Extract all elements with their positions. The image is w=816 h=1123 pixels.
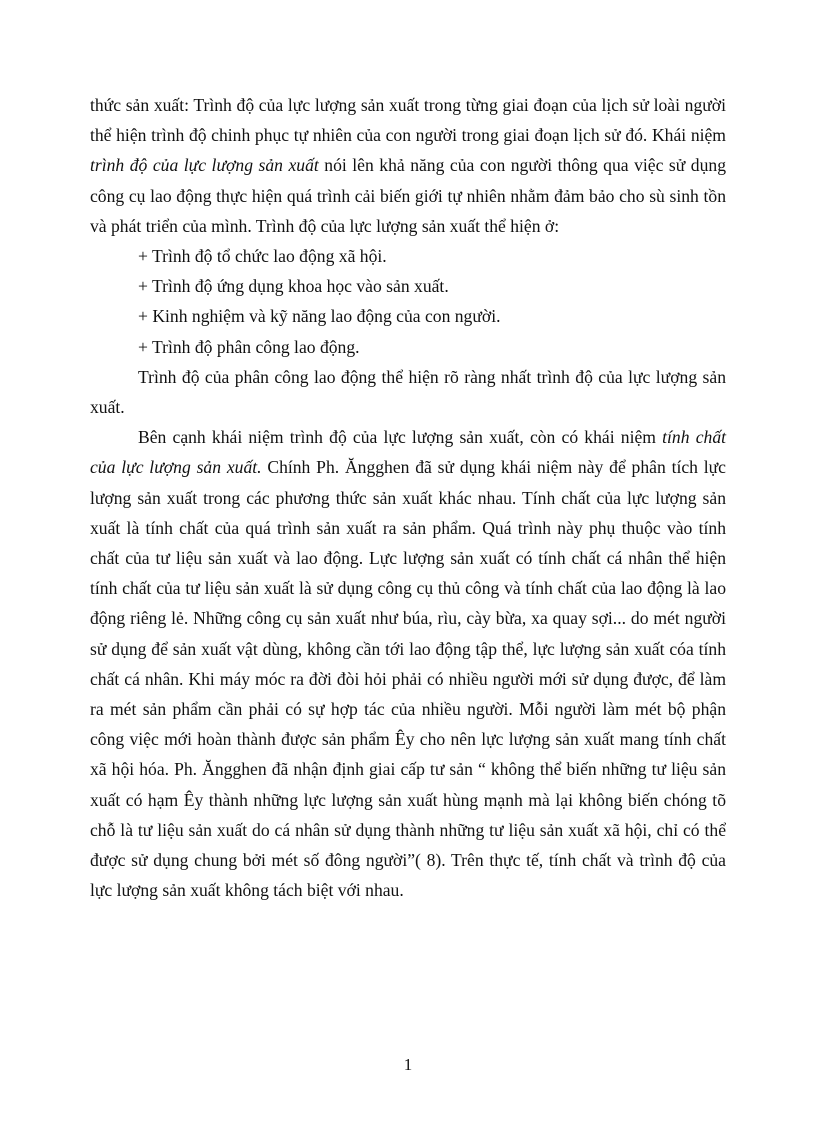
paragraph-3 [90, 422, 726, 905]
paragraph-3-text-a: Bên cạnh khái niệm trình độ của lực lượng sản xuất, còn có khái niệm [138, 427, 663, 448]
bullet-item: + Kinh nghiệm và kỹ năng lao động của con người. [138, 306, 501, 327]
bullet-item: + Trình độ phân công lao động. [138, 336, 360, 357]
paragraph-3-italic-term: tính chất của lực lượng sản xuất. [90, 427, 726, 478]
bullet-item: + Trình độ tổ chức lao động xã hội. [138, 246, 387, 267]
paragraph-1 [90, 90, 726, 241]
paragraph-2: Trình độ của phân công lao động thể hiện rõ ràng nhất trình độ của lực lượng sản xuất. [90, 366, 726, 418]
paragraph-1-italic-term: trình độ của lực lượng sản xuất [90, 155, 319, 176]
bullet-item: + Trình độ ứng dụng khoa học vào sản xuất. [138, 276, 449, 297]
paragraph-1-text-a: thức sản xuất: Trình độ của lực lượng sản xuất trong từng giai đoạn của lịch sử loài người thể hiện trình độ chinh phục tự nhiên của con người trong giai đoạn lịch sử đó. Khái niệm [90, 95, 726, 146]
page-number: 1 [403, 1055, 413, 1074]
document-body [90, 90, 726, 905]
paragraph-3-text-b: Chính Ph. Ăngghen đã sử dụng khái niệm này để phân tích lực lượng sản xuất trong các phương thức sản xuất khác nhau. Tính chất của lực lượng sản xuất là tính chất của quá trình sản xuất ra sản phẩm. Quá trình này phụ thuộc vào tính chất của tư liệu sản xuất và lao động. Lực lượng sản xuất có tính chất cá nhân thể hiện tính chất của tư liệu sản xuất là sử dụng công cụ thủ công và tính chất của lao động là lao động riêng lẻ. Những công cụ sản xuất như búa, rìu, cày bừa, xa quay sợi... do mét người sử dụng để sản xuất vật dùng, không cần tới lao động tập thể, lực lượng sản xuất cóa tính chất cá nhân. Khi máy móc ra đời đòi hỏi phải có nhiều người mới sử dụng được, để làm ra mét sản phẩm cần phải có sự hợp tác của nhiều người. Mỗi người làm mét bộ phận công việc mới hoàn thành được sản phẩm Êy cho nên lực lượng sản xuất mang tính chất xã hội hóa. Ph. Ăngghen đã nhận định giai cấp tư sản “ không thể biến những tư liệu sản xuất có hạm Êy thành những lực lượng sản xuất hùng mạnh mà lại không biến chóng tõ chỗ là tư liệu sản xuất do cá nhân sử dụng thành những tư liệu sản xuất xã hội, chỉ có thể được sử dụng chung bởi mét số đông người”( 8). Trên thực tế, tính chất và trình độ của lực lượng sản xuất không tách biệt với nhau. [90, 457, 726, 901]
paragraph-1-text-b: nói lên khả năng của con người thông qua việc sử dụng công cụ lao động thực hiện quá trình cải biến giới tự nhiên nhằm đảm bảo cho sù sinh tồn và phát triển của mình. Trình độ của lực lượng sản xuất thể hiện ở: [90, 155, 726, 236]
